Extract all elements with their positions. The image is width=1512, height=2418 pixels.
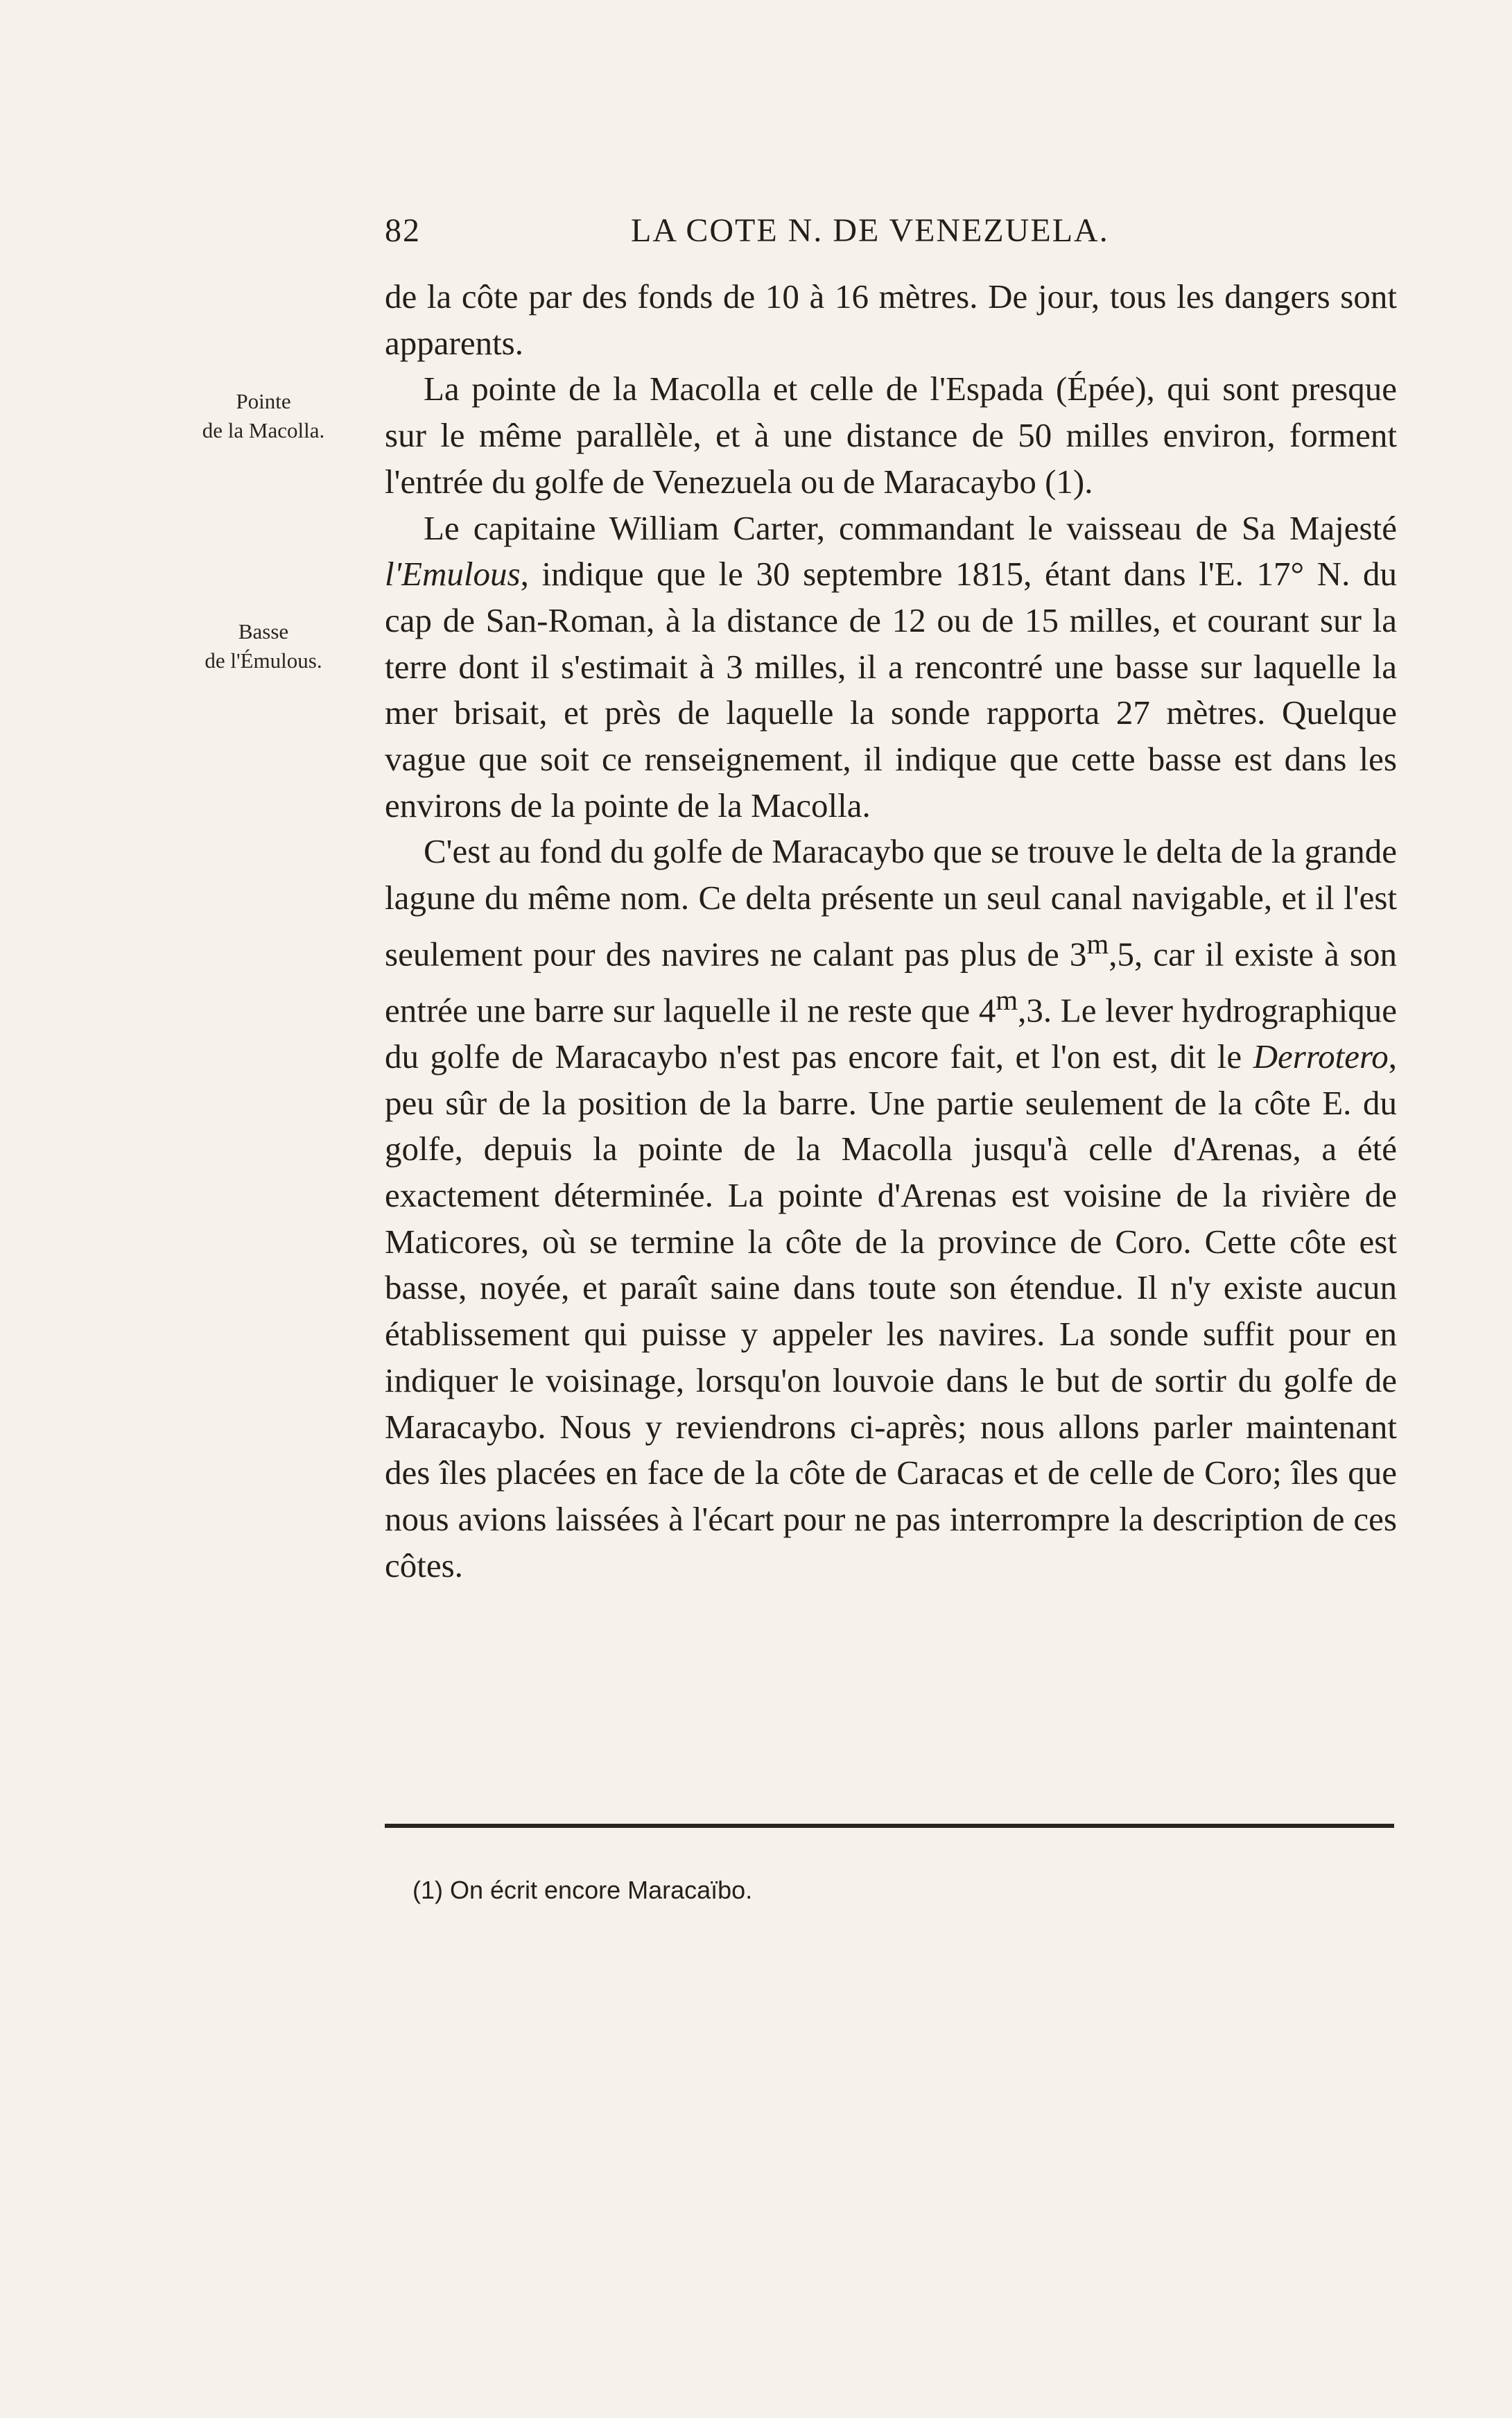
footnote: (1) On écrit encore Maracaïbo. xyxy=(412,1876,753,1904)
margin-note-line: de l'Émulous. xyxy=(205,648,322,673)
derrotero-title: Derrotero xyxy=(1253,1037,1389,1076)
paragraph-3-before: Le capitaine William Carter, commandant le vaisseau de Sa Majesté xyxy=(424,508,1397,547)
paragraph-4-part2: ,5, car il existe à son entrée une barre sur laquelle il ne reste que 4 xyxy=(385,935,1398,1030)
margin-note-emulous xyxy=(173,617,354,675)
ship-name-emulous: l'Emulous xyxy=(385,555,521,594)
running-title: LA COTE N. DE VENEZUELA. xyxy=(631,212,1109,249)
margin-note-macolla xyxy=(173,387,354,445)
paragraph-3-after: , indique que le 30 septembre 1815, étant dans l'E. 17° N. du cap de San-Roman, à la distance de 12 ou de 15 milles, et courant sur la terre dont il s'estimait à 3 milles, il a rencontré une basse sur laquelle la mer brisait, et près de laquelle la sonde rapporta 27 mètres. Quelque vague que soit ce renseignement, il indique que cette basse est dans les environs de la pointe de la Macolla. xyxy=(385,555,1397,824)
page-number: 82 xyxy=(385,212,421,249)
paragraph-1: de la côte par des fonds de 10 à 16 mètres. De jour, tous les dangers sont apparents. xyxy=(385,277,1397,362)
paragraph-4-part3: ,3. Le lever hydrographique du golfe de Maracaybo n'est pas encore fait, et l'on est, dit le xyxy=(385,991,1397,1076)
margin-note-line: Pointe xyxy=(236,389,291,413)
paragraph-4 xyxy=(385,829,1397,1589)
page-header xyxy=(385,211,1397,260)
unit-superscript: m xyxy=(1086,928,1109,960)
body-text xyxy=(385,274,1397,1589)
paragraph-3 xyxy=(385,506,1397,829)
footnote-divider xyxy=(385,1824,1394,1828)
paragraph-2: La pointe de la Macolla et celle de l'Espada (Épée), qui sont presque sur le même parallèle, et à une distance de 50 milles environ, forment l'entrée du golfe de Venezuela ou de Maracaybo (1). xyxy=(385,370,1397,501)
margin-note-line: de la Macolla. xyxy=(202,418,325,442)
margin-note-line: Basse xyxy=(238,619,289,644)
unit-superscript: m xyxy=(996,984,1018,1016)
paragraph-4-part1: C'est au fond du golfe de Maracaybo que se trouve le delta de la grande lagune du même nom. Ce delta présente un seul canal navigable, et il l'est seulement pour des navires ne calant pas plus de 3 xyxy=(385,832,1397,974)
paragraph-4-part4: , peu sûr de la position de la barre. Une partie seulement de la côte E. du golfe, depuis la pointe de la Macolla jusqu'à celle d'Arenas, a été exactement déterminée. La pointe d'Arenas est voisine de la rivière de Maticores, où se termine la côte de la province de Coro. Cette côte est basse, noyée, et paraît saine dans toute son étendue. Il n'y existe aucun établissement qui puisse y appeler les navires. La sonde suffit pour en indiquer le voisinage, lorsqu'on louvoie dans le but de sortir du golfe de Maracaybo. Nous y reviendrons ci-après; nous allons parler maintenant des îles placées en face de la côte de Caracas et de celle de Coro; îles que nous avions laissées à l'écart pour ne pas interrompre la description de ces côtes. xyxy=(385,1037,1397,1584)
